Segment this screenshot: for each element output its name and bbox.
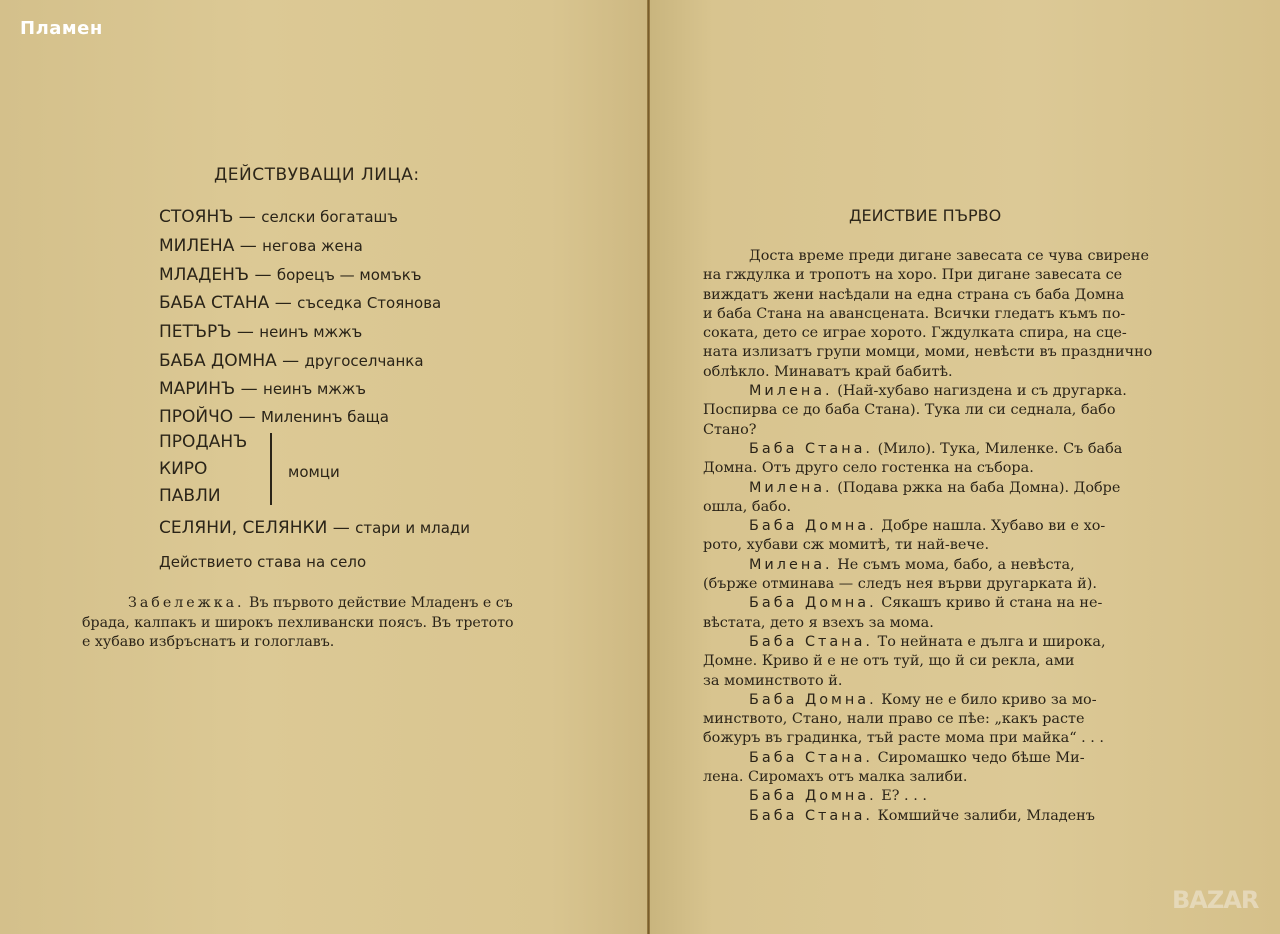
line-text: (Най-хубаво нагиздена и съ другарка.: [832, 383, 1127, 400]
cast-name: СЕЛЯНИ, СЕЛЯНКИ: [159, 518, 328, 538]
cast-dash: —: [249, 265, 277, 285]
cast-name: БАБА ДОМНА: [159, 351, 277, 371]
line-text: (бърже отминава — следъ нея върви другарката й).: [703, 576, 1097, 593]
text-line: [703, 575, 1173, 594]
text-line: [703, 401, 1173, 420]
note-line-1: Забележка. Въ първото действие Младенъ е съ: [128, 595, 513, 611]
cast-entry: [159, 236, 363, 256]
text-line: [703, 343, 1173, 362]
dialogue-line: [703, 807, 1173, 826]
cast-list-title: ДЕЙСТВУВАЩИ ЛИЦА:: [214, 165, 420, 185]
cast-entry: [159, 379, 366, 399]
cast-name: БАБА СТАНА: [159, 293, 270, 313]
cast-description: неинъ мжжъ: [263, 380, 366, 398]
line-text: вѣстата, дето я взехъ за мома.: [703, 614, 934, 631]
text-line: [703, 459, 1173, 478]
cast-dash: —: [233, 207, 262, 227]
line-text: на гждулка и тропотъ на хоро. При дигане завесата се: [703, 267, 1123, 284]
line-text: Поспирва се до баба Стана). Тука ли си седнала, бабо: [703, 402, 1116, 419]
speaker-name: Баба Стана.: [749, 633, 874, 650]
cast-dash: —: [231, 322, 260, 342]
speaker-name: Баба Домна.: [749, 788, 877, 805]
text-line: [703, 305, 1173, 324]
text-line: [703, 286, 1173, 305]
cast-entry: [159, 351, 424, 371]
line-text: божуръ въ градинка, тъй расте мома при майка“ . . .: [703, 730, 1105, 747]
speaker-name: Баба Домна.: [749, 691, 877, 708]
dialogue-line: [703, 787, 1173, 806]
text-line: [703, 324, 1173, 343]
note-line-3: е хубаво избръснатъ и гологлавъ.: [82, 634, 335, 650]
group-brace: [270, 433, 272, 505]
speaker-name: Баба Домна.: [749, 518, 877, 535]
text-line: [703, 363, 1173, 382]
line-text: ошла, бабо.: [703, 498, 792, 515]
text-line: [703, 652, 1173, 671]
line-text: минството, Стано, нали право се пѣе: „какъ расте: [703, 711, 1085, 728]
dialogue-line: [703, 691, 1173, 710]
line-text: виждатъ жени насѣдали на една страна съ баба Домна: [703, 286, 1125, 303]
cast-description: селски богаташъ: [261, 208, 398, 226]
dialogue-line: [703, 382, 1173, 401]
text-line: [703, 729, 1173, 748]
cast-name: ПАВЛИ: [159, 486, 221, 506]
speaker-name: Баба Стана.: [749, 749, 874, 766]
speaker-name: Милена.: [749, 479, 833, 496]
text-line: [703, 498, 1173, 517]
cast-description: неинъ мжжъ: [259, 323, 363, 341]
note-paragraph: [82, 594, 564, 653]
cast-dash: —: [235, 379, 264, 399]
line-text: облѣкло. Минаватъ край бабитѣ.: [703, 363, 953, 380]
line-text: рото, хубави сж момитѣ, ти най-вече.: [703, 537, 990, 554]
note-line-2: брада, калпакъ и широкъ пехливански поясъ. Въ третото: [82, 614, 514, 631]
text-line: [703, 266, 1173, 285]
cast-entry: [159, 486, 221, 506]
line-text: Е? . . .: [876, 788, 927, 805]
cast-description: стари и млади: [355, 519, 471, 537]
cast-entry: [159, 265, 421, 285]
cast-entry: [159, 207, 398, 227]
line-text: ната излизатъ групи момци, моми, невѣсти въ празднично: [703, 344, 1153, 361]
cast-dash: —: [234, 236, 263, 256]
text-line: [703, 536, 1173, 555]
cast-name: МАРИНЪ: [159, 379, 236, 399]
cast-entry: [159, 432, 247, 452]
line-text: Комшийче залиби, Младенъ: [873, 807, 1095, 824]
dialogue-line: [703, 517, 1173, 536]
dialogue-line: [703, 556, 1173, 575]
dialogue-line: [703, 749, 1173, 768]
text-line: [703, 247, 1173, 266]
cast-entry: [159, 322, 362, 342]
line-text: Доста време преди дигане завесата се чува свирене: [749, 248, 1150, 264]
line-text: за моминството й.: [703, 672, 843, 689]
cast-description: борецъ — момъкъ: [276, 266, 422, 284]
cast-name: МИЛЕНА: [159, 236, 235, 256]
cast-dash: —: [327, 518, 356, 538]
speaker-name: Милена.: [749, 556, 833, 573]
dialogue-line: [703, 594, 1173, 613]
cast-entry: [159, 518, 470, 538]
bazar-logo-watermark: BAZAR: [1172, 886, 1259, 914]
cast-description: негова жена: [262, 237, 363, 255]
cast-name: МЛАДЕНЪ: [159, 265, 250, 285]
text-line: [703, 710, 1173, 729]
cast-description: съседка Стоянова: [297, 294, 442, 312]
book-spine: [647, 0, 650, 934]
dialogue-line: [703, 440, 1173, 459]
cast-name: ПРОДАНЪ: [159, 432, 248, 452]
setting-text: Действието става на село: [159, 553, 367, 571]
line-text: Кому не е било криво за мо-: [876, 691, 1097, 708]
note-label: Забележка.: [128, 595, 245, 611]
cast-dash: —: [233, 407, 261, 427]
speaker-name: Баба Стана.: [749, 807, 874, 824]
speaker-name: Баба Стана.: [749, 440, 874, 457]
line-text: То нейната е дълга и широка,: [873, 633, 1106, 650]
line-text: Сякашъ криво й стана на не-: [876, 595, 1103, 612]
cast-dash: —: [276, 351, 305, 371]
text-line: [703, 421, 1173, 440]
line-text: Сиромашко чедо бѣше Ми-: [873, 749, 1085, 766]
line-text: и баба Стана на авансцената. Всички гледатъ къмъ по-: [703, 305, 1126, 322]
text-line: [703, 614, 1173, 633]
act-title: ДЕИСТВИЕ ПЪРВО: [849, 206, 1002, 225]
cast-entry: [159, 293, 441, 313]
dialogue-line: [703, 633, 1173, 652]
line-text: соката, дето се играе хорото. Гждулката спира, на сце-: [703, 325, 1127, 342]
cast-name: СТОЯНЪ: [159, 207, 234, 227]
line-text: Не съмъ мома, бабо, а невѣста,: [832, 556, 1075, 573]
play-text: [703, 247, 1173, 826]
line-text: Стано?: [703, 421, 757, 438]
line-text: лена. Сиромахъ отъ малка залиби.: [703, 769, 968, 786]
speaker-name: Милена.: [749, 383, 833, 400]
line-text: Домне. Криво й е не отъ туй, що й си рекла, ами: [703, 653, 1075, 670]
speaker-name: Баба Домна.: [749, 595, 877, 612]
line-text: Добре нашла. Хубаво ви е хо-: [876, 518, 1106, 535]
text-line: [703, 768, 1173, 787]
cast-entry: [159, 459, 207, 479]
cast-name: ПЕТЪРЪ: [159, 322, 232, 342]
cast-entry: [159, 407, 389, 427]
line-text: (Мило). Тука, Миленке. Съ баба: [873, 440, 1123, 457]
uploader-watermark: Пламен: [20, 18, 103, 39]
cast-name: ПРОЙЧО: [159, 407, 234, 427]
cast-name: КИРО: [159, 459, 208, 479]
cast-description: другоселчанка: [304, 352, 424, 370]
line-text: Домна. Отъ друго село гостенка на събора.: [703, 460, 1034, 477]
dialogue-line: [703, 479, 1173, 498]
group-label: момци: [288, 463, 340, 481]
cast-dash: —: [269, 293, 298, 313]
cast-description: Миленинъ баща: [260, 408, 389, 426]
line-text: (Подава ржка на баба Домна). Добре: [832, 479, 1121, 496]
text-line: [703, 672, 1173, 691]
